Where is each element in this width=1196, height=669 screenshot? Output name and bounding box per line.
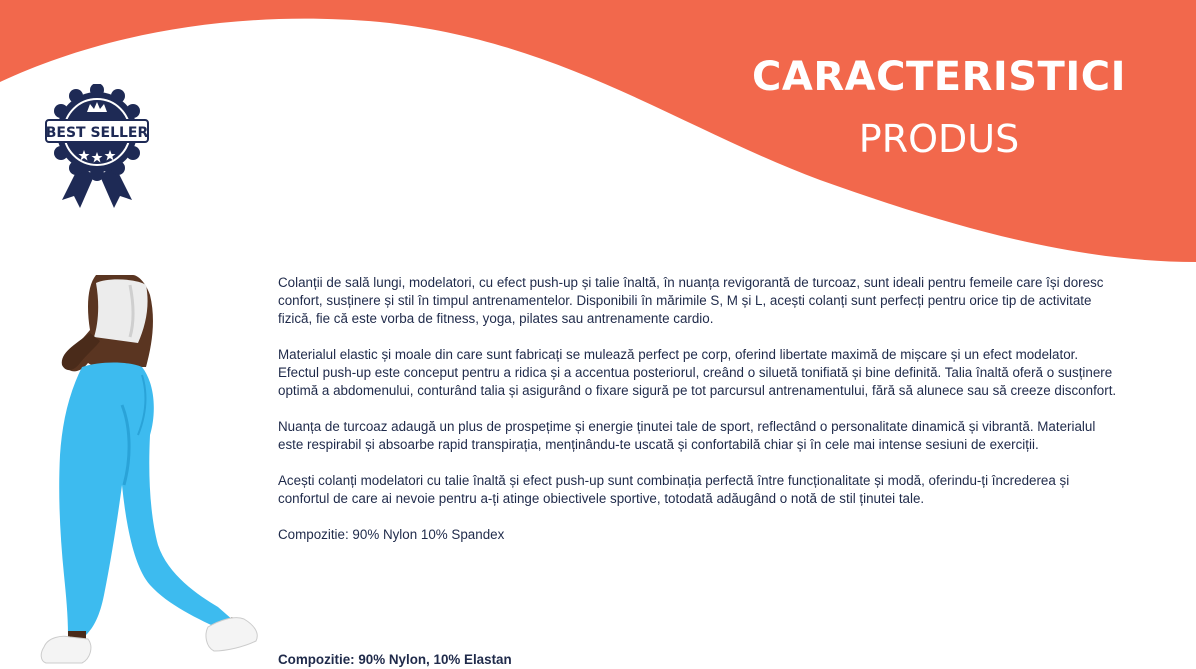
description-paragraph: Colanții de sală lungi, modelatori, cu efect push-up și talie înaltă, în nuanța revigorantă de turcoaz, sunt ideali pentru femeile care își doresc confort, susținere și stil în timpul antrenamentelor. Disponibili în mărimile S, M și L, acești colanți sunt perfecți pentru orice tip de activitate fizică, fie că este vorba de fitness, yoga, pilates sau antrenamente cardio. bbox=[278, 275, 1104, 326]
badge-label: BEST SELLER bbox=[45, 125, 149, 141]
title-line-2: PRODUS bbox=[858, 117, 1020, 161]
best-seller-rosette-icon bbox=[44, 84, 150, 212]
title-line-1: CARACTERISTICI bbox=[752, 54, 1126, 100]
description-paragraph: Acești colanți modelatori cu talie înaltă și efect push-up sunt combinația perfectă între funcționalitate și modă, oferindu-ți încrederea și confortul de care ai nevoie pentru a-ți atinge obiectivele sportive, totodată adăugând o notă de stil ținutei tale. bbox=[278, 473, 1070, 506]
product-description bbox=[278, 274, 1118, 562]
composition-bold-line: Compozitie: 90% Nylon, 10% Elastan bbox=[278, 652, 512, 667]
description-paragraph: Materialul elastic și moale din care sunt fabricați se mulează perfect pe corp, oferind libertate maximă de mișcare și un efect modelator. Efectul push-up este conceput pentru a ridica și a accentua posteriorul, creând o siluetă tonifiată și bine definită. Talia înaltă oferă o susținere optimă a abdomenului, conturând talia și asigurând o fixare sigură pe tot parcursul antrenamentului, fără să alunece sau să creeze disconfort. bbox=[278, 347, 1117, 398]
composition-line: Compozitie: 90% Nylon 10% Spandex bbox=[278, 527, 505, 542]
section-title bbox=[739, 46, 1139, 170]
model-in-turquoise-leggings-photo bbox=[38, 275, 268, 667]
description-paragraph: Nuanța de turcoaz adaugă un plus de prospețime și energie ținutei tale de sport, reflectând o personalitate dinamică și vibrantă. Materialul este respirabil și absoarbe rapid transpirația, menținându-te uscată și confortabilă chiar și în cele mai intense sesiuni de exerciții. bbox=[278, 419, 1096, 452]
